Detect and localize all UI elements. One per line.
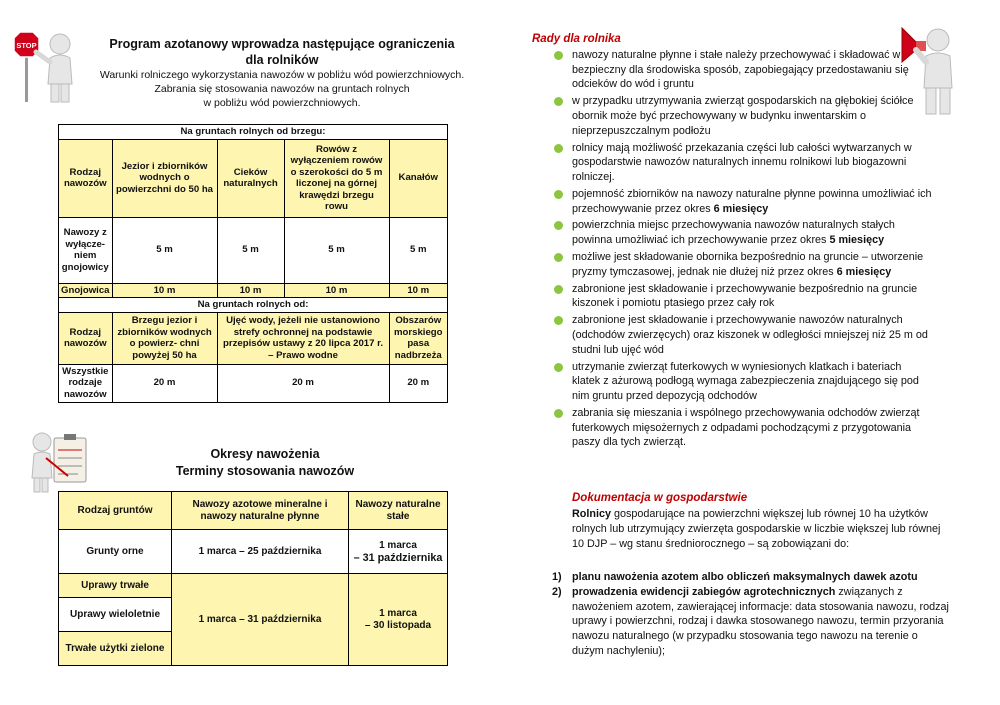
cell-r2-ditches: 10 m bbox=[284, 283, 389, 298]
item-bold: planu nawożenia azotem albo obliczeń maksymalnych dawek azotu bbox=[572, 571, 918, 583]
cell-r1-ditches: 5 m bbox=[284, 217, 389, 283]
item-number: 2) bbox=[552, 585, 562, 598]
cell-r1-canals: 5 m bbox=[389, 217, 447, 283]
perennial-solid-end: – 30 listopada bbox=[364, 619, 432, 631]
cell-arable-mineral: 1 marca – 25 października bbox=[172, 530, 349, 574]
col2-fertilizer-type: Rodzaj nawozów bbox=[59, 312, 113, 364]
cell-r3-lakes: 20 m bbox=[112, 364, 217, 402]
cell-perennial-mineral: 1 marca – 31 października bbox=[172, 574, 349, 666]
col-solid-natural: Nawozy naturalne stałe bbox=[349, 492, 448, 530]
row-perennial-crops: Uprawy wieloletnie bbox=[59, 598, 172, 632]
list-item bbox=[552, 585, 952, 659]
row-grassland: Trwałe użytki zielone bbox=[59, 632, 172, 666]
list-item bbox=[552, 360, 932, 404]
list-item bbox=[552, 187, 932, 216]
section-b-heading: Na gruntach rolnych od: bbox=[59, 298, 448, 313]
list-item bbox=[552, 313, 932, 357]
header-sub-line2: Zabrania się stosowania nawozów na gruntach rolnych bbox=[154, 83, 410, 95]
col-ditches: Rowów z wyłączeniem rowów o szerokości do 5 m liczonej na górnej krawędzi brzegu rowu bbox=[284, 139, 389, 217]
col-canals: Kanałów bbox=[389, 139, 447, 217]
bullet-icon bbox=[554, 409, 563, 418]
cell-r2-lakes: 10 m bbox=[112, 283, 217, 298]
tip-text: w przypadku utrzymywania zwierząt gospodarskich na głębokiej ściółce obornik może być przechowywany w budynku inwentarskim o nieprzepuszczalnym podłożu bbox=[572, 95, 914, 137]
cell-r2-canals: 10 m bbox=[389, 283, 447, 298]
col-soil-type: Rodzaj gruntów bbox=[59, 492, 172, 530]
tips-list bbox=[552, 48, 932, 452]
section-a-heading: Na gruntach rolnych od brzegu: bbox=[59, 125, 448, 140]
item-number: 1) bbox=[552, 571, 562, 583]
header-title-line2: dla rolników bbox=[245, 53, 319, 67]
application-dates-table bbox=[58, 491, 448, 666]
arable-solid-start: 1 marca bbox=[379, 539, 417, 551]
tip-text: zabronione jest składowanie i przechowywanie bezpośrednio na gruncie kiszonek i pomiotu ptasiego przez cały rok bbox=[572, 282, 918, 310]
cell-r1-streams: 5 m bbox=[217, 217, 284, 283]
col2-lakes: Brzegu jezior i zbiorników wodnych o powierz- chni powyżej 50 ha bbox=[112, 312, 217, 364]
tip-text: nawozy naturalne płynne i stałe należy przechowywać i składować w bezpieczny dla środowiska sposób, zapobiegający przedostawaniu się odcieków do wód i gruntu bbox=[572, 49, 909, 91]
bullet-icon bbox=[554, 97, 563, 106]
fertilization-periods-title bbox=[150, 446, 380, 480]
perennial-solid-start: 1 marca bbox=[379, 607, 417, 619]
tip-text: zabronione jest składowanie i przechowywanie nawozów naturalnych (odchodów zwierzęcych) oraz kiszonek w odległości mniejszej niż 25 m od studni lub ujęć wód bbox=[572, 314, 928, 356]
tip-text: zabrania się mieszania i wspólnego przechowywania odchodów zwierząt futerkowych mięsożernych z odpadami pochodzącymi z przygotowania paszy dla tych zwierząt. bbox=[572, 406, 920, 449]
bullet-icon bbox=[554, 285, 563, 294]
cell-r1-lakes: 5 m bbox=[112, 217, 217, 283]
arable-solid-end: – 31 października bbox=[353, 551, 443, 564]
obligations-list bbox=[552, 570, 952, 659]
bullet-icon bbox=[554, 190, 563, 199]
col2-sea-coast: Obszarów morskiego pasa nadbrzeża bbox=[389, 312, 447, 364]
tip-text: rolnicy mają możliwość przekazania części lub całości wytwarzanych w gospodarstwie nawozów naturalnych innemu rolnikowi lub biogazowni rolniczej. bbox=[572, 141, 912, 183]
item-text: związanych z nawożeniem azotem, zawierającej informacje: data stosowania nawozu, rodzaj uprawy i powierzchni, rodzaj i dawka stosowanego nawozu, termin przyorania nawozu naturalnego (w przypadku stosowania tego nawozu na terenie o dużym nachyleniu); bbox=[572, 585, 949, 657]
bullet-icon bbox=[554, 316, 563, 325]
header-sub-line3: w pobliżu wód powierzchniowych. bbox=[203, 97, 361, 109]
row-slurry: Gnojowica bbox=[59, 283, 113, 298]
tip-bold: 6 miesięcy bbox=[713, 202, 769, 215]
col-lakes: Jezior i zbiorników wodnych o powierzchni do 50 ha bbox=[112, 139, 217, 217]
section2-title-line2: Terminy stosowania nawozów bbox=[175, 464, 355, 478]
bullet-icon bbox=[554, 51, 563, 60]
tip-bold: 5 miesięcy bbox=[829, 234, 885, 247]
doc-bold: Rolnicy bbox=[572, 508, 611, 520]
col-fertilizer-type: Rodzaj nawozów bbox=[59, 139, 113, 217]
restrictions-header bbox=[62, 36, 502, 110]
clipboard-figure-icon bbox=[28, 428, 92, 496]
item-bold: prowadzenia ewidencji zabiegów agrotechnicznych bbox=[572, 585, 836, 598]
list-item bbox=[552, 48, 932, 92]
bullet-icon bbox=[554, 144, 563, 153]
doc-text: gospodarujące na powierzchni większej lub równej 10 ha użytków rolnych lub utrzymujący zwierzęta gospodarskie w liczbie większej lub równej 10 DJP – wg stanu średniorocznego – są zobowiązani do: bbox=[572, 508, 941, 550]
list-item bbox=[552, 282, 932, 311]
list-item bbox=[552, 94, 932, 138]
list-item bbox=[552, 570, 952, 585]
row-arable-land: Grunty orne bbox=[59, 530, 172, 574]
cell-perennial-solid bbox=[349, 574, 448, 666]
bullet-icon bbox=[554, 363, 563, 372]
row-fertilizers-no-slurry: Nawozy z wyłącze- niem gnojowicy bbox=[59, 217, 113, 283]
bullet-icon bbox=[554, 253, 563, 262]
col-streams: Cieków naturalnych bbox=[217, 139, 284, 217]
tip-text: pojemność zbiorników na nawozy naturalne płynne powinna umożliwiać ich przechowywanie przez okres bbox=[572, 187, 932, 215]
tip-bold: 6 miesięcy bbox=[836, 265, 892, 278]
section2-title-line1: Okresy nawożenia bbox=[210, 447, 320, 461]
row-permanent-crops: Uprawy trwałe bbox=[59, 574, 172, 598]
distance-table bbox=[58, 124, 448, 403]
documentation-intro bbox=[572, 507, 950, 551]
tip-text: utrzymanie zwierząt futerkowych w wyniesionych klatkach i bateriach klatek z ażurową podłogą wymaga zabezpieczenia znajdującego się pod nim gruntu przed depozycją odchodów bbox=[572, 360, 919, 402]
list-item bbox=[552, 218, 932, 247]
col2-water-intakes: Ujęć wody, jeżeli nie ustanowiono strefy ochronnej na podstawie przepisów ustawy z 20 lipca 2017 r. – Prawo wodne bbox=[217, 312, 389, 364]
documentation-title: Dokumentacja w gospodarstwie bbox=[572, 492, 748, 504]
cell-r3-intakes: 20 m bbox=[217, 364, 389, 402]
cell-arable-solid bbox=[349, 530, 448, 574]
tip-text: możliwe jest składowanie obornika bezpośrednio na gruncie – utworzenie pryzmy tymczasowej, jednak nie dłużej niż przez okres bbox=[572, 251, 924, 278]
tip-text: powierzchnia miejsc przechowywania nawozów naturalnych stałych powinna umożliwiać ich przechowywanie przez okres bbox=[572, 219, 895, 247]
tips-title: Rady dla rolnika bbox=[532, 33, 621, 45]
list-item bbox=[552, 250, 932, 279]
row-all-fertilizers: Wszystkie rodzaje nawozów bbox=[59, 364, 113, 402]
list-item bbox=[552, 406, 932, 450]
header-title-line1: Program azotanowy wprowadza następujące ograniczenia bbox=[109, 37, 455, 51]
cell-r3-sea: 20 m bbox=[389, 364, 447, 402]
stop-sign-text: STOP bbox=[16, 41, 37, 50]
cell-r2-streams: 10 m bbox=[217, 283, 284, 298]
col-mineral-liquid: Nawozy azotowe mineralne i nawozy naturalne płynne bbox=[172, 492, 349, 530]
list-item bbox=[552, 141, 932, 185]
bullet-icon bbox=[554, 221, 563, 230]
header-sub-line1: Warunki rolniczego wykorzystania nawozów w pobliżu wód powierzchniowych. bbox=[99, 69, 465, 81]
